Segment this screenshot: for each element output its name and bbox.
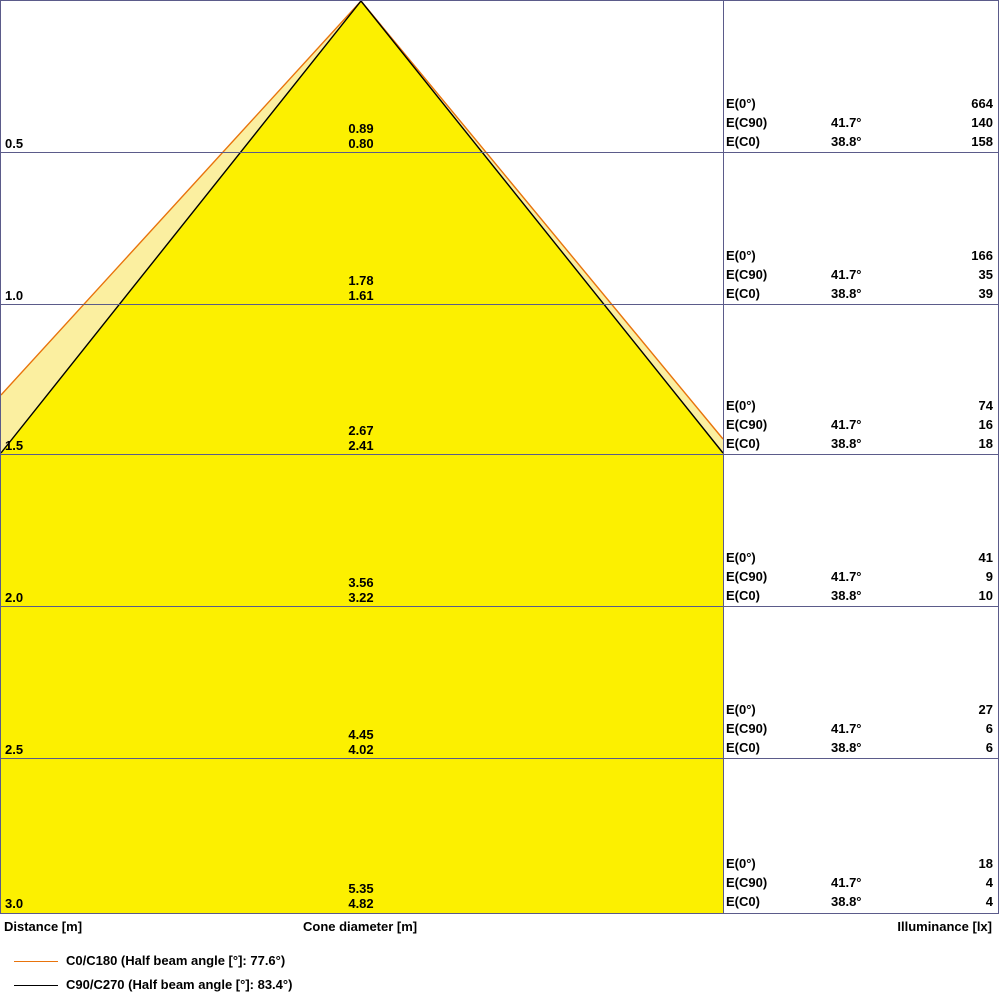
illuminance-name: E(0°) bbox=[726, 550, 756, 565]
illuminance-row bbox=[726, 396, 999, 415]
cone-diameter-group-5 bbox=[301, 727, 421, 758]
cone-diameter-c0-2: 1.61 bbox=[348, 288, 374, 303]
illuminance-angle: 41.7° bbox=[831, 115, 862, 130]
illuminance-angle: 38.8° bbox=[831, 588, 862, 603]
table-separator bbox=[723, 1, 724, 914]
axis-caption-distance: Distance [m] bbox=[4, 919, 83, 934]
illuminance-row bbox=[726, 94, 999, 113]
illuminance-angle: 38.8° bbox=[831, 286, 862, 301]
illuminance-row bbox=[726, 434, 999, 453]
illuminance-name: E(C90) bbox=[726, 569, 768, 584]
grid-line-2.5 bbox=[1, 758, 999, 759]
illuminance-row bbox=[726, 586, 999, 605]
illuminance-group-4 bbox=[726, 548, 999, 606]
cone-diameter-c0-4: 3.22 bbox=[348, 590, 374, 605]
illuminance-value: 74 bbox=[978, 398, 993, 413]
distance-label-2: 1.0 bbox=[5, 288, 24, 303]
illuminance-row bbox=[726, 132, 999, 151]
illuminance-value: 664 bbox=[971, 96, 993, 111]
illuminance-row bbox=[726, 719, 999, 738]
grid-line-0.5 bbox=[1, 152, 999, 153]
illuminance-value: 10 bbox=[978, 588, 993, 603]
illuminance-angle: 38.8° bbox=[831, 436, 862, 451]
illuminance-angle: 38.8° bbox=[831, 740, 862, 755]
illuminance-angle: 41.7° bbox=[831, 721, 862, 736]
cone-diameter-c0-6: 4.82 bbox=[348, 896, 374, 911]
illuminance-angle: 38.8° bbox=[831, 134, 862, 149]
illuminance-angle: 38.8° bbox=[831, 894, 862, 909]
grid-line-2.0 bbox=[1, 606, 999, 607]
axis-caption-cone-diameter: Cone diameter [m] bbox=[303, 919, 418, 934]
cone-diameter-c90-1: 0.89 bbox=[348, 121, 374, 136]
illuminance-row bbox=[726, 113, 999, 132]
legend bbox=[0, 950, 1000, 998]
cone-diameter-c90-6: 5.35 bbox=[348, 881, 374, 896]
distance-label-4: 2.0 bbox=[5, 590, 24, 605]
illuminance-name: E(C0) bbox=[726, 588, 760, 603]
grid-line-1.5 bbox=[1, 454, 999, 455]
illuminance-value: 4 bbox=[985, 894, 993, 909]
legend-line-c90-icon bbox=[14, 985, 58, 986]
illuminance-row bbox=[726, 284, 999, 303]
illuminance-group-1 bbox=[726, 94, 999, 152]
illuminance-name: E(0°) bbox=[726, 398, 756, 413]
distance-label-3: 1.5 bbox=[5, 438, 24, 453]
illuminance-name: E(C90) bbox=[726, 875, 768, 890]
illuminance-name: E(0°) bbox=[726, 856, 756, 871]
illuminance-value: 9 bbox=[985, 569, 993, 584]
illuminance-value: 18 bbox=[978, 856, 993, 871]
illuminance-group-3 bbox=[726, 396, 999, 454]
legend-item-c90 bbox=[0, 974, 1000, 998]
illuminance-value: 6 bbox=[985, 721, 993, 736]
illuminance-value: 41 bbox=[978, 550, 993, 565]
illuminance-group-5 bbox=[726, 700, 999, 758]
illuminance-value: 35 bbox=[978, 267, 993, 282]
cone-diameter-c90-3: 2.67 bbox=[348, 423, 374, 438]
axis-caption-illuminance: Illuminance [lx] bbox=[897, 919, 992, 934]
illuminance-value: 158 bbox=[971, 134, 993, 149]
illuminance-group-6 bbox=[726, 854, 999, 912]
illuminance-name: E(C0) bbox=[726, 286, 760, 301]
illuminance-value: 39 bbox=[978, 286, 993, 301]
illuminance-group-2 bbox=[726, 246, 999, 304]
illuminance-angle: 41.7° bbox=[831, 875, 862, 890]
illuminance-name: E(C0) bbox=[726, 436, 760, 451]
cone-diameter-group-4 bbox=[301, 575, 421, 606]
cone-diameter-c90-5: 4.45 bbox=[348, 727, 374, 742]
illuminance-name: E(C90) bbox=[726, 267, 768, 282]
distance-label-1: 0.5 bbox=[5, 136, 24, 151]
cone-diameter-c90-2: 1.78 bbox=[348, 273, 374, 288]
illuminance-name: E(C90) bbox=[726, 115, 768, 130]
illuminance-angle: 41.7° bbox=[831, 417, 862, 432]
legend-label-c90: C90/C270 (Half beam angle [°]: 83.4°) bbox=[66, 977, 293, 992]
distance-label-6: 3.0 bbox=[5, 896, 24, 911]
illuminance-row bbox=[726, 700, 999, 719]
illuminance-name: E(C90) bbox=[726, 417, 768, 432]
illuminance-name: E(C0) bbox=[726, 134, 760, 149]
cone-diameter-group-2 bbox=[301, 273, 421, 304]
legend-item-c0 bbox=[0, 950, 1000, 974]
cone-diameter-group-6 bbox=[301, 881, 421, 912]
illuminance-value: 166 bbox=[971, 248, 993, 263]
illuminance-value: 6 bbox=[985, 740, 993, 755]
legend-label-c0: C0/C180 (Half beam angle [°]: 77.6°) bbox=[66, 953, 286, 968]
illuminance-value: 140 bbox=[971, 115, 993, 130]
illuminance-name: E(0°) bbox=[726, 96, 756, 111]
illuminance-row bbox=[726, 548, 999, 567]
illuminance-name: E(C0) bbox=[726, 894, 760, 909]
illuminance-row bbox=[726, 892, 999, 911]
illuminance-angle: 41.7° bbox=[831, 267, 862, 282]
illuminance-value: 27 bbox=[978, 702, 993, 717]
illuminance-row bbox=[726, 567, 999, 586]
illuminance-row bbox=[726, 415, 999, 434]
illuminance-row bbox=[726, 854, 999, 873]
cone-diameter-c0-1: 0.80 bbox=[348, 136, 374, 151]
illuminance-row bbox=[726, 873, 999, 892]
illuminance-row bbox=[726, 246, 999, 265]
illuminance-value: 16 bbox=[978, 417, 993, 432]
illuminance-name: E(0°) bbox=[726, 702, 756, 717]
cone-diameter-group-3 bbox=[301, 423, 421, 454]
illuminance-value: 4 bbox=[985, 875, 993, 890]
grid-line-1.0 bbox=[1, 304, 999, 305]
cone-diameter-c0-5: 4.02 bbox=[348, 742, 374, 757]
illuminance-name: E(C90) bbox=[726, 721, 768, 736]
distance-label-5: 2.5 bbox=[5, 742, 24, 757]
legend-line-c0-icon bbox=[14, 961, 58, 962]
illuminance-angle: 41.7° bbox=[831, 569, 862, 584]
illuminance-value: 18 bbox=[978, 436, 993, 451]
illuminance-name: E(C0) bbox=[726, 740, 760, 755]
cone-diameter-c90-4: 3.56 bbox=[348, 575, 374, 590]
illuminance-row bbox=[726, 738, 999, 757]
illuminance-name: E(0°) bbox=[726, 248, 756, 263]
cone-diameter-group-1 bbox=[301, 121, 421, 152]
illuminance-row bbox=[726, 265, 999, 284]
cone-diameter-c0-3: 2.41 bbox=[348, 438, 374, 453]
